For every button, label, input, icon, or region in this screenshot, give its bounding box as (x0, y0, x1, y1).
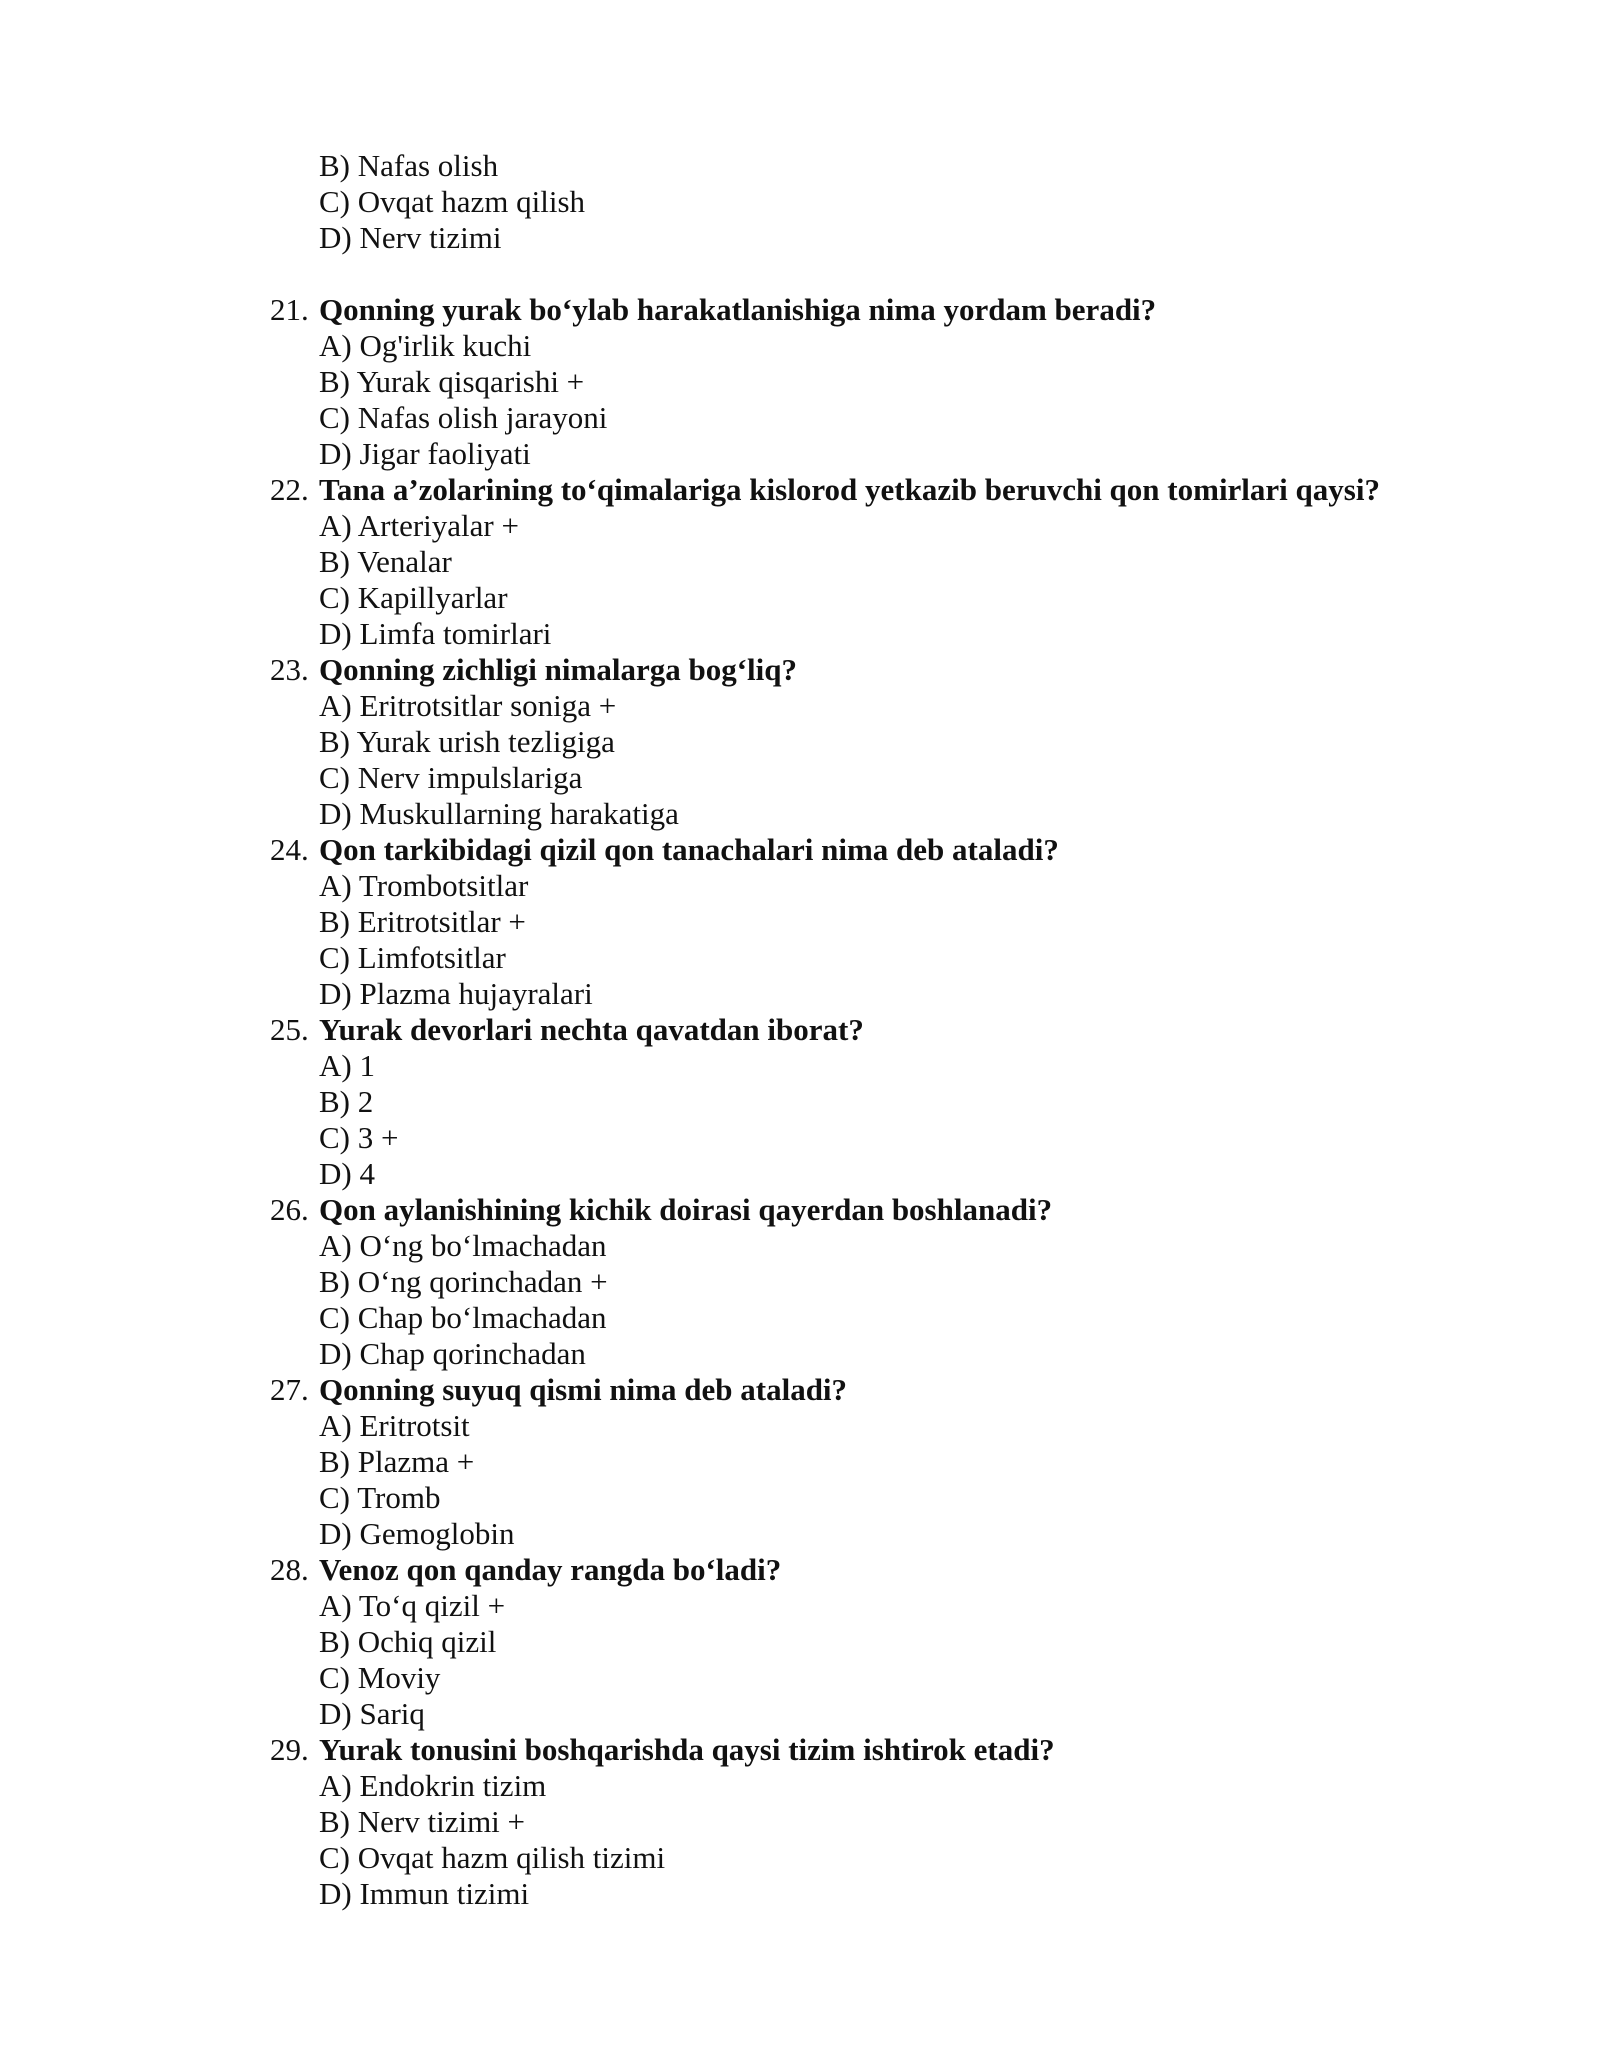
question-line (270, 1552, 1450, 1588)
option-line: C) Kapillyarlar (319, 580, 508, 615)
question-line (270, 1372, 1450, 1408)
question-text: Tana a’zolarining to‘qimalariga kislorod yetkazib beruvchi qon tomirlari qaysi? (319, 472, 1380, 507)
question-text: Yurak devorlari nechta qavatdan iborat? (319, 1012, 864, 1047)
option-line: C) Ovqat hazm qilish (319, 184, 586, 219)
question-line (270, 1012, 1450, 1048)
option-line: D) Gemoglobin (319, 1516, 515, 1551)
question-29 (270, 1732, 1450, 1912)
option-line: B) Ochiq qizil (319, 1624, 497, 1659)
option-line: C) Limfotsitlar (319, 940, 506, 975)
option-line: D) Plazma hujayralari (319, 976, 593, 1011)
quiz-content (270, 148, 1450, 1912)
question-line (270, 292, 1450, 328)
option-line: A) Arteriyalar + (319, 508, 519, 543)
question-26 (270, 1192, 1450, 1372)
option-line: D) Immun tizimi (319, 1876, 530, 1911)
option-line: D) Limfa tomirlari (319, 616, 552, 651)
option-line: D) Muskullarning harakatiga (319, 796, 679, 831)
question-line (270, 832, 1450, 868)
option-line: A) 1 (319, 1048, 375, 1083)
question-line (270, 1732, 1450, 1768)
question-28 (270, 1552, 1450, 1732)
question-21 (270, 292, 1450, 472)
question-number: 21. (270, 292, 309, 327)
question-text: Qonning zichligi nimalarga bog‘liq? (319, 652, 797, 687)
option-line: A) Eritrotsitlar soniga + (319, 688, 617, 723)
option-line: B) Nafas olish (319, 148, 499, 183)
option-line: C) Tromb (319, 1480, 441, 1515)
previous-question-options (270, 148, 1450, 256)
option-line: B) Eritrotsitlar + (319, 904, 526, 939)
question-number: 22. (270, 472, 309, 507)
question-number: 25. (270, 1012, 309, 1047)
option-line: B) Yurak urish tezligiga (319, 724, 615, 759)
option-line: B) O‘ng qorinchadan + (319, 1264, 608, 1299)
option-line: B) Plazma + (319, 1444, 475, 1479)
option-line: D) Jigar faoliyati (319, 436, 531, 471)
question-text: Yurak tonusini boshqarishda qaysi tizim ishtirok etadi? (319, 1732, 1055, 1767)
question-text: Venoz qon qanday rangda bo‘ladi? (319, 1552, 782, 1587)
option-line: B) Nerv tizimi + (319, 1804, 526, 1839)
question-line (270, 1192, 1450, 1228)
option-line: C) Chap bo‘lmachadan (319, 1300, 607, 1335)
question-line (270, 652, 1450, 688)
option-line: A) O‘ng bo‘lmachadan (319, 1228, 607, 1263)
option-line: C) Nerv impulslariga (319, 760, 583, 795)
question-number: 24. (270, 832, 309, 867)
option-line: C) Nafas olish jarayoni (319, 400, 608, 435)
question-line (270, 472, 1450, 508)
option-line: B) 2 (319, 1084, 374, 1119)
question-text: Qonning yurak bo‘ylab harakatlanishiga nima yordam beradi? (319, 292, 1157, 327)
question-number: 26. (270, 1192, 309, 1227)
question-number: 29. (270, 1732, 309, 1767)
option-line: C) 3 + (319, 1120, 399, 1155)
question-24 (270, 832, 1450, 1012)
option-line: A) Trombotsitlar (319, 868, 529, 903)
option-line: C) Moviy (319, 1660, 441, 1695)
question-text: Qon tarkibidagi qizil qon tanachalari nima deb ataladi? (319, 832, 1059, 867)
option-line: D) 4 (319, 1156, 375, 1191)
option-line: D) Sariq (319, 1696, 425, 1731)
question-text: Qonning suyuq qismi nima deb ataladi? (319, 1372, 848, 1407)
option-line: A) Og'irlik kuchi (319, 328, 532, 363)
question-number: 27. (270, 1372, 309, 1407)
option-line: D) Nerv tizimi (319, 220, 502, 255)
question-number: 23. (270, 652, 309, 687)
question-23 (270, 652, 1450, 832)
question-22 (270, 472, 1450, 652)
question-25 (270, 1012, 1450, 1192)
option-line: B) Venalar (319, 544, 452, 579)
question-number: 28. (270, 1552, 309, 1587)
option-line: C) Ovqat hazm qilish tizimi (319, 1840, 666, 1875)
question-text: Qon aylanishining kichik doirasi qayerdan boshlanadi? (319, 1192, 1053, 1227)
question-27 (270, 1372, 1450, 1552)
option-line: A) Eritrotsit (319, 1408, 470, 1443)
option-line: A) To‘q qizil + (319, 1588, 506, 1623)
option-line: B) Yurak qisqarishi + (319, 364, 585, 399)
option-line: A) Endokrin tizim (319, 1768, 547, 1803)
option-line: D) Chap qorinchadan (319, 1336, 586, 1371)
